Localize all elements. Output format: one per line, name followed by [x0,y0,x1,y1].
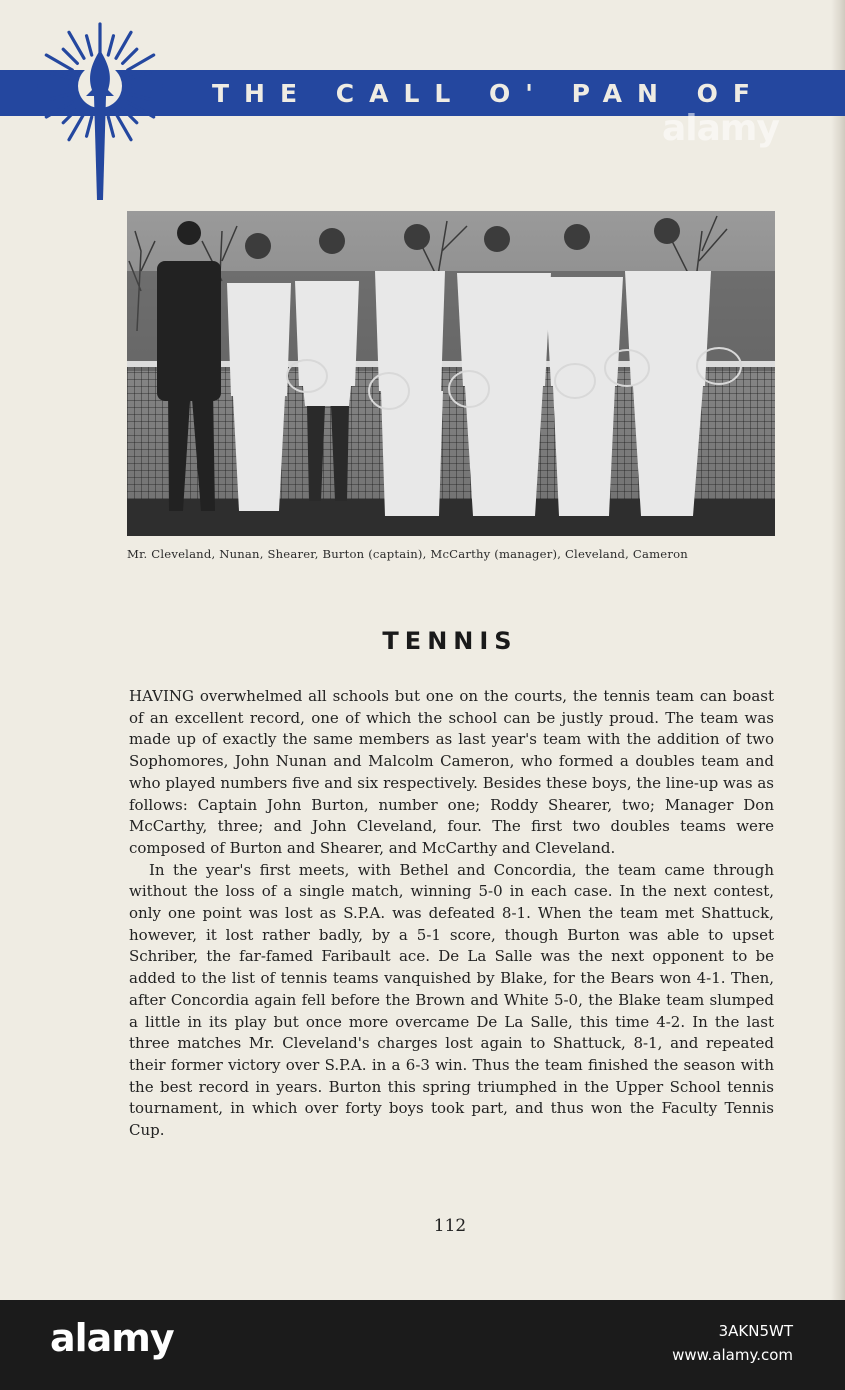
torch-ray [69,114,84,140]
torch-ray [87,36,92,55]
article-paragraph: In the year's first meets, with Bethel and Concordia, the team came through without the loss of a single match, winning 5-0 in each case. In the next contest, only one point was lost as S.P.A. was defeated 8-1. When the team met Shattuck, however, it lost rather badly, by a 5-1 score, though Burton was able to upset Schriber, the far-famed Faribault ace. De La Salle was the next opponent to be added to the list of tennis teams vanquished by Blake, for the Bears won 4-1. Then, after Concordia again fell before the Brown and White 5-0, the Blake team slumped a little in its play but once more overcame De La Salle, this time 4-2. In the last three matches Mr. Cleveland's charges lost again to Shattuck, 8-1, and repeated their former victory over S.P.A. in a 6-3 win. Thus the team finished the season with the best record in years. Burton this spring triumphed in the Upper School tennis tournament, in which over forty boys took part, and thus won the Faculty Tennis Cup. [129,860,774,1140]
torch-ray [50,73,69,78]
image-id-label: 3AKN5WT [718,1322,793,1340]
torch-ray [50,94,69,99]
torch-ray [123,109,137,123]
page-number: 112 [433,1216,467,1236]
section-heading: TENNIS [382,627,518,655]
torch-emblem-icon [28,6,178,206]
team-photo [127,211,775,536]
torch-ray [46,102,72,117]
torch-ray [128,55,154,70]
footer-logo: alamy [50,1316,174,1360]
torch-ray [123,49,137,63]
photo-caption: Mr. Cleveland, Nunan, Shearer, Burton (captain), McCarthy (manager), Cleveland, Cameron [127,547,688,561]
torch-ray [131,73,150,78]
torch-ray [108,117,113,136]
torch-ray [46,55,72,70]
torch-ray [131,94,150,99]
torch-ray [69,32,84,58]
team-photo-image [127,211,775,536]
torch-ray [116,32,131,58]
article-paragraph: HAVING overwhelmed all schools but one on the courts, the tennis team can boast of an excellent record, one of which the school can be justly proud. The team was made up of exactly the same members as last year's team with the addition of two Sophomores, John Nunan and Malcolm Cameron, who formed a doubles team and who played numbers five and six respectively. Besides these boys, the line-up was as follows: Captain John Burton, number one; Roddy Shearer, two; Manager Don McCarthy, three; and John Cleveland, four. The first two doubles teams were composed of Burton and Shearer, and McCarthy and Cleveland. [129,687,774,857]
site-url-label: www.alamy.com [672,1346,793,1364]
watermark-top-logo: alamy [662,108,779,149]
torch-ray [128,102,154,117]
torch-ray [63,49,77,63]
torch-ray [108,36,113,55]
torch-ray [116,114,131,140]
torch-ray [87,117,92,136]
banner-title: THE CALL O' PAN OF [212,79,765,108]
article-body [129,686,774,1142]
torch-ray [63,109,77,123]
